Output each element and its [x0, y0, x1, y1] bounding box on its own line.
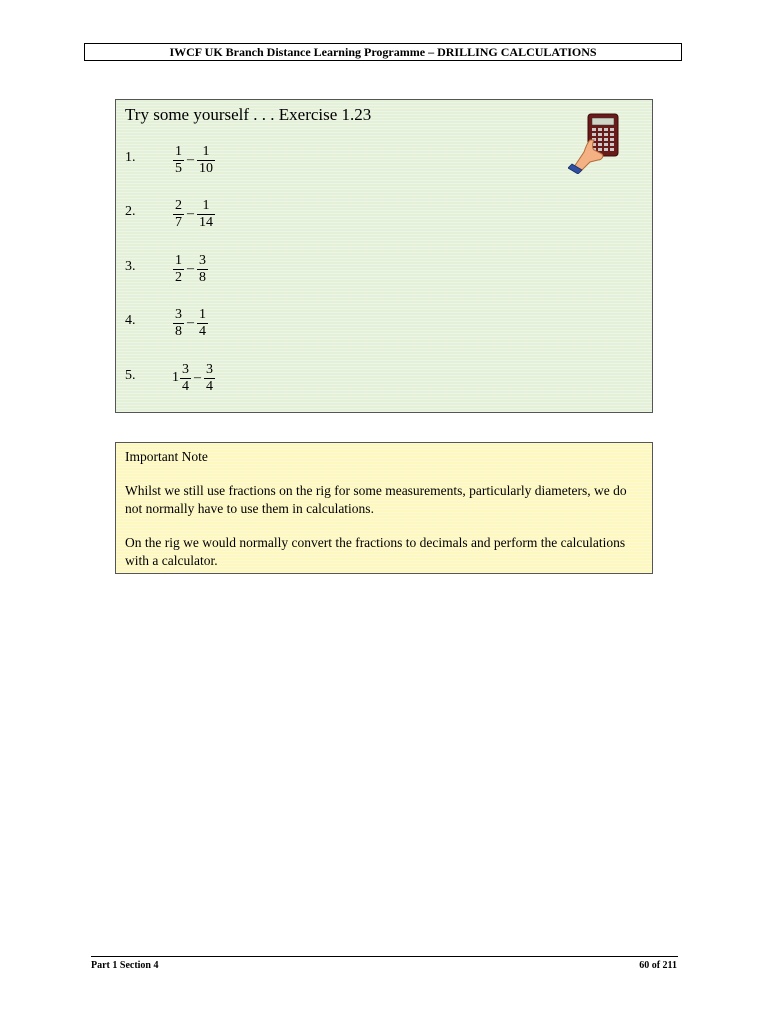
fraction	[197, 253, 208, 286]
item-number: 4.	[125, 313, 136, 328]
fraction-expression	[172, 303, 209, 343]
denominator: 8	[199, 269, 206, 285]
denominator: 8	[175, 323, 182, 339]
denominator: 4	[182, 378, 189, 394]
numerator: 3	[182, 361, 189, 377]
fraction	[173, 144, 184, 177]
minus-operator: –	[187, 261, 194, 276]
numerator: 3	[206, 361, 213, 377]
numerator: 3	[199, 252, 206, 268]
denominator: 2	[175, 269, 182, 285]
denominator: 7	[175, 214, 182, 230]
fraction	[197, 307, 208, 340]
denominator: 5	[175, 160, 182, 176]
denominator: 4	[199, 323, 206, 339]
fraction	[197, 144, 215, 177]
denominator: 10	[199, 160, 213, 176]
denominator: 14	[199, 214, 213, 230]
page-header	[84, 43, 682, 61]
exercise-item	[116, 194, 416, 234]
footer-divider	[91, 956, 678, 957]
fraction	[173, 198, 184, 231]
note-heading: Important Note	[125, 449, 208, 464]
item-number: 5.	[125, 368, 136, 383]
item-number: 2.	[125, 204, 136, 219]
whole-number: 1	[172, 370, 179, 385]
fraction	[173, 307, 184, 340]
fraction-expression	[172, 140, 216, 180]
important-note-panel	[115, 442, 653, 574]
fraction	[204, 362, 215, 395]
numerator: 3	[175, 306, 182, 322]
exercise-panel	[115, 99, 653, 413]
fraction-expression	[172, 358, 216, 398]
fraction	[173, 253, 184, 286]
numerator: 1	[175, 143, 182, 159]
numerator: 1	[175, 252, 182, 268]
note-paragraph-1: Whilst we still use fractions on the rig for some measurements, particularly diameters, we do not normally have to use them in calculations.	[125, 483, 627, 516]
exercise-item	[116, 303, 416, 343]
exercise-item	[116, 140, 416, 180]
note-paragraph-2: On the rig we would normally convert the fractions to decimals and perform the calculations with a calculator.	[125, 535, 626, 568]
fraction	[180, 362, 191, 395]
item-number: 3.	[125, 259, 136, 274]
header-title: IWCF UK Branch Distance Learning Programme – DRILLING CALCULATIONS	[169, 45, 597, 59]
fraction-expression	[172, 194, 216, 234]
minus-operator: –	[187, 152, 194, 167]
calculator-hand-icon	[568, 112, 622, 174]
item-number: 1.	[125, 150, 136, 165]
minus-operator: –	[194, 370, 201, 385]
exercise-item	[116, 249, 416, 289]
minus-operator: –	[187, 315, 194, 330]
fraction	[197, 198, 215, 231]
numerator: 1	[199, 306, 206, 322]
exercise-item	[116, 358, 416, 398]
minus-operator: –	[187, 206, 194, 221]
numerator: 1	[202, 143, 210, 159]
denominator: 4	[206, 378, 213, 394]
numerator: 2	[175, 197, 182, 213]
footer-section: Part 1 Section 4	[91, 960, 159, 971]
exercise-title: Try some yourself . . . Exercise 1.23	[125, 105, 372, 124]
footer-page-number: 60 of 211	[639, 960, 677, 971]
numerator: 1	[202, 197, 210, 213]
fraction-expression	[172, 249, 209, 289]
